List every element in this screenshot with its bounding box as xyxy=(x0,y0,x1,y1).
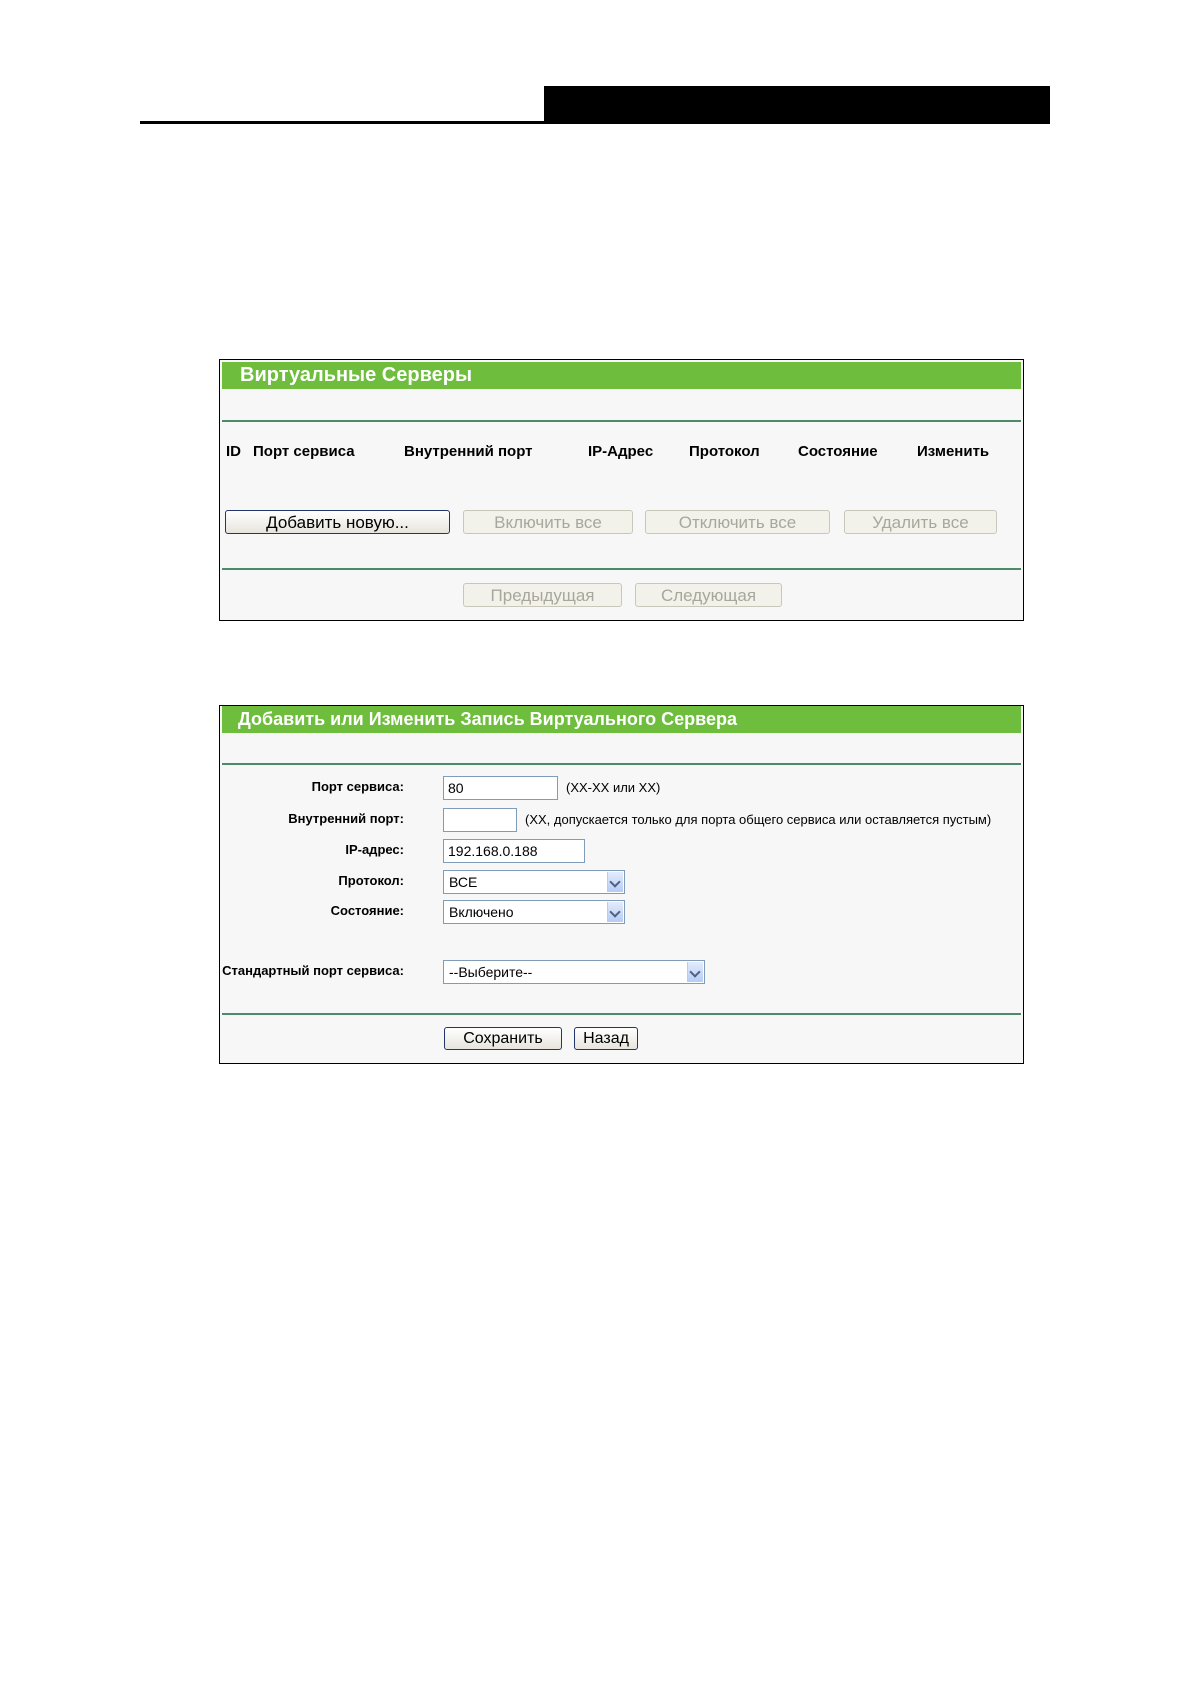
chevron-down-icon[interactable] xyxy=(607,902,623,922)
internal-port-label: Внутренний порт: xyxy=(288,811,404,826)
panel-title: Добавить или Изменить Запись Виртуального Сервера xyxy=(222,706,1021,733)
common-service-port-select[interactable] xyxy=(443,960,705,984)
column-header-status: Состояние xyxy=(798,443,878,460)
divider xyxy=(222,1013,1021,1015)
panel-title: Виртуальные Серверы xyxy=(222,362,1021,389)
internal-port-input[interactable] xyxy=(443,808,517,832)
protocol-value: ВСЕ xyxy=(449,874,478,890)
chevron-down-icon[interactable] xyxy=(607,872,623,892)
disable-all-button[interactable]: Отключить все xyxy=(645,510,830,534)
service-port-label: Порт сервиса: xyxy=(311,779,404,794)
column-header-id: ID xyxy=(226,443,241,460)
common-service-port-label: Стандартный порт сервиса: xyxy=(222,963,404,978)
service-port-input[interactable]: 80 xyxy=(443,776,558,800)
add-new-button[interactable]: Добавить новую... xyxy=(225,510,450,534)
protocol-label: Протокол: xyxy=(338,873,404,888)
back-button[interactable]: Назад xyxy=(574,1027,638,1050)
status-value: Включено xyxy=(449,904,514,920)
column-header-modify: Изменить xyxy=(917,443,990,460)
previous-page-button[interactable]: Предыдущая xyxy=(463,583,622,607)
divider xyxy=(222,763,1021,765)
service-port-hint: (XX-XX или XX) xyxy=(566,780,661,795)
internal-port-hint: (XX, допускается только для порта общего сервиса или оставляется пустым) xyxy=(525,812,992,827)
protocol-select[interactable] xyxy=(443,870,625,894)
save-button[interactable]: Сохранить xyxy=(444,1027,562,1050)
chevron-down-icon[interactable] xyxy=(687,962,703,982)
column-header-internal-port: Внутренний порт xyxy=(404,443,533,460)
column-header-protocol: Протокол xyxy=(689,443,760,460)
ip-address-input[interactable]: 192.168.0.188 xyxy=(443,839,585,863)
column-header-service-port: Порт сервиса xyxy=(253,443,355,460)
page-header-rule xyxy=(140,121,544,124)
next-page-button[interactable]: Следующая xyxy=(635,583,782,607)
edit-virtual-server-panel xyxy=(219,705,1024,1064)
ip-address-label: IP-адрес: xyxy=(345,842,404,857)
status-select[interactable] xyxy=(443,900,625,924)
virtual-servers-panel xyxy=(219,359,1024,621)
divider xyxy=(222,420,1021,422)
page-header-bar xyxy=(544,86,1050,124)
status-label: Состояние: xyxy=(330,903,404,918)
divider xyxy=(222,568,1021,570)
common-service-port-value: --Выберите-- xyxy=(449,964,533,980)
enable-all-button[interactable]: Включить все xyxy=(463,510,633,534)
delete-all-button[interactable]: Удалить все xyxy=(844,510,997,534)
column-header-ip-address: IP-Адрес xyxy=(588,443,654,460)
